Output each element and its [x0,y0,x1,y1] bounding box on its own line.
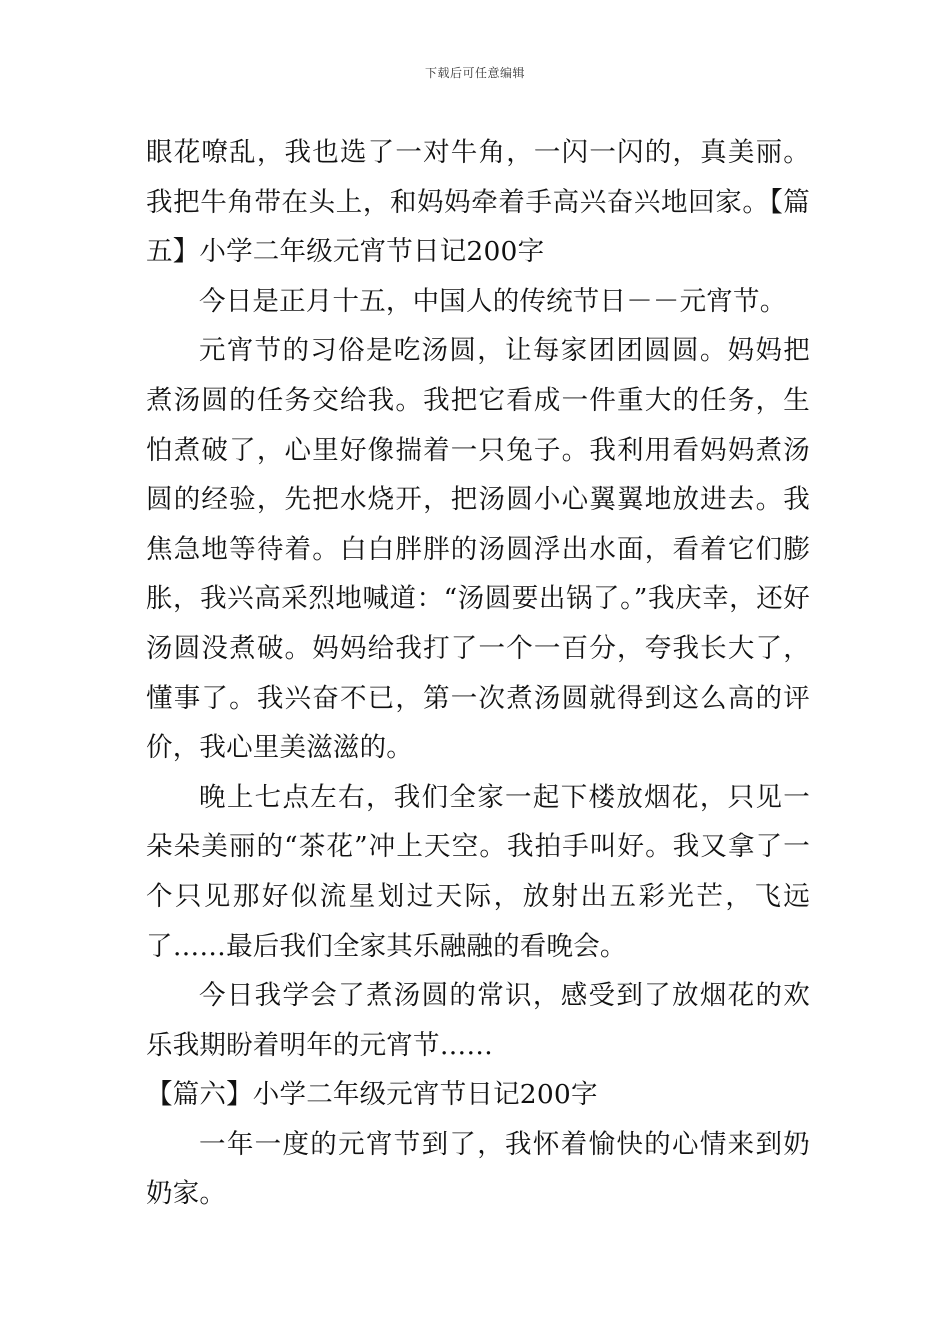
paragraph-tangyuan: 元宵节的习俗是吃汤圆，让每家团团圆圆。妈妈把煮汤圆的任务交给我。我把它看成一件重大的任务，生怕煮破了，心里好像揣着一只兔子。我利用看妈妈煮汤圆的经验，先把水烧开，把汤圆小心翼翼地放进去。我焦急地等待着。白白胖胖的汤圆浮出水面，看着它们膨胀，我兴高采烈地喊道：“汤圆要出锅了。”我庆幸，还好汤圆没煮破。妈妈给我打了一个一百分，夸我长大了，懂事了。我兴奋不已，第一次煮汤圆就得到这么高的评价，我心里美滋滋的。 [146,335,810,764]
article-body [146,128,810,1219]
paragraph-intro: 今日是正月十五，中国人的传统节日－－元宵节。 [199,285,787,317]
paragraph-conclusion: 今日我学会了煮汤圆的常识，感受到了放烟花的欢乐我期盼着明年的元宵节…… [146,980,810,1061]
page-header-note: 下载后可任意编辑 [424,66,525,80]
section-heading-six: 【篇六】小学二年级元宵节日记200字 [146,1079,598,1111]
paragraph-continuation: 眼花嘹乱，我也选了一对牛角，一闪一闪的，真美丽。我把牛角带在头上，和妈妈牵着手高兴奋兴地回家。【篇五】小学二年级元宵节日记200字 [146,137,810,268]
paragraph-fireworks: 晚上七点左右，我们全家一起下楼放烟花，只见一朵朵美丽的“茶花”冲上天空。我拍手叫好。我又拿了一个只见那好似流星划过天际，放射出五彩光芒，飞远了……最后我们全家其乐融融的看晚会。 [146,781,810,962]
paragraph-section-six-opening: 一年一度的元宵节到了，我怀着愉快的心情来到奶奶家。 [146,1128,810,1210]
